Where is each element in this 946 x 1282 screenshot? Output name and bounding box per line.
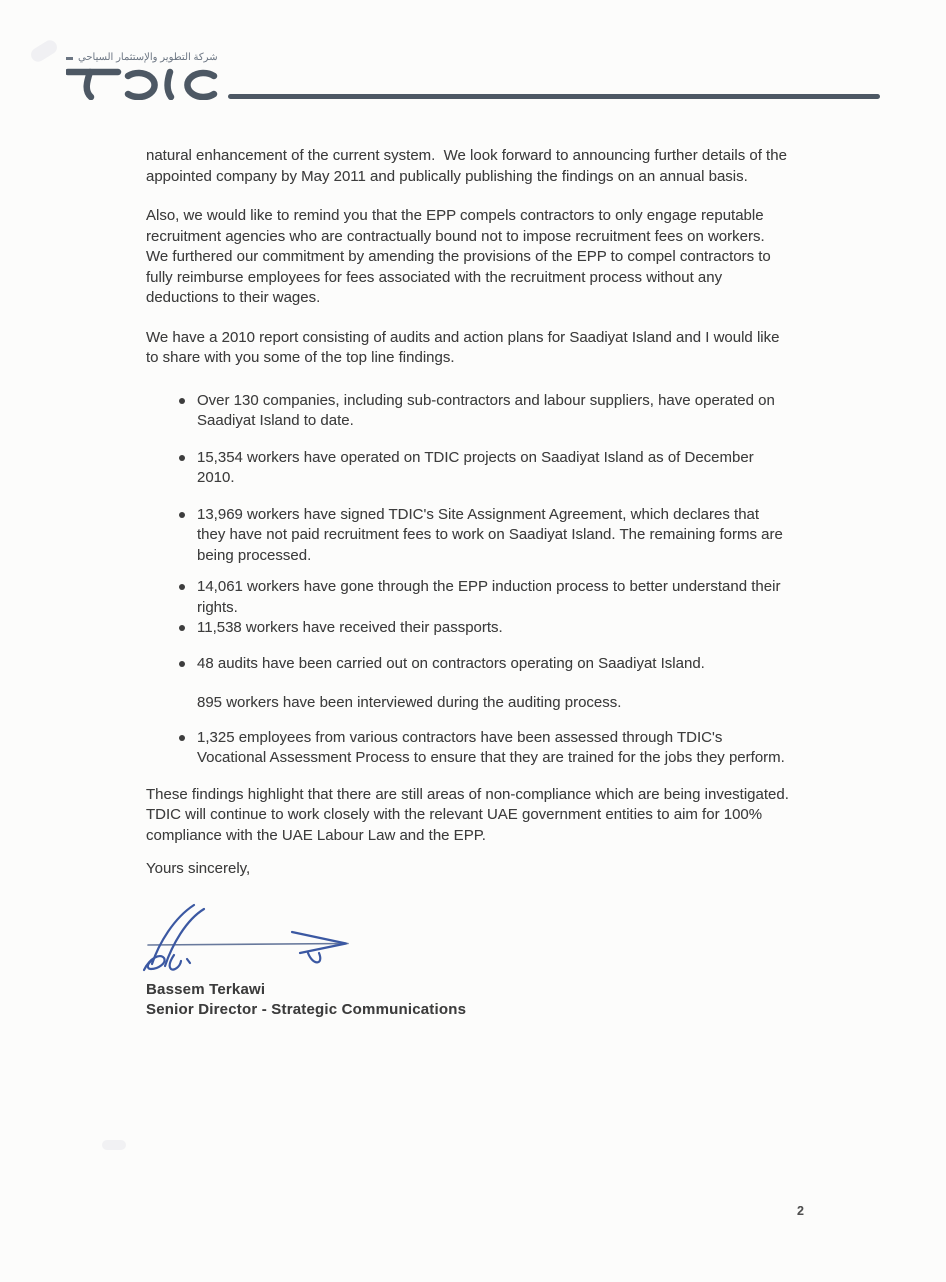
letterhead-rule [228, 94, 880, 99]
text-line: natural enhancement of the current system. We look forward to announcing further details of the [146, 147, 787, 164]
findings-list [146, 391, 826, 769]
signatory-name: Bassem Terkawi [146, 980, 266, 998]
list-item [146, 728, 826, 769]
bullet-dot-icon [179, 455, 185, 461]
signature-icon [140, 898, 370, 974]
text-line: Yours sincerely, [146, 860, 251, 877]
text-line: fully reimburse employees for fees associated with the recruitment process without any [146, 268, 723, 286]
text-line: being processed. [197, 546, 312, 564]
text-line: compliance with the UAE Labour Law and the EPP. [146, 826, 486, 844]
text-line: deductions to their wages. [146, 289, 321, 306]
bullet-dot-icon [179, 661, 185, 667]
text-line: 2010. [197, 469, 235, 486]
signatory-title: Senior Director - Strategic Communications [146, 1001, 467, 1018]
bullet-dot-icon [179, 398, 185, 404]
logo-mark-icon [66, 57, 73, 60]
bullet-dot-icon [179, 735, 185, 741]
text-line: appointed company by May 2011 and publically publishing the findings on an annual basis. [146, 167, 748, 185]
text-line: We have a 2010 report consisting of audits and action plans for Saadiyat Island and I would like [146, 328, 780, 346]
list-item-text [197, 693, 826, 714]
bullet-dot-icon [179, 512, 185, 518]
list-item-text [197, 577, 826, 618]
list-item-no-bullet [146, 693, 826, 714]
list-item-text [197, 618, 826, 639]
text-line: 48 audits have been carried out on contractors operating on Saadiyat Island. [197, 654, 705, 672]
paragraph [146, 328, 826, 369]
valediction [146, 859, 826, 880]
bullet-dot-icon [179, 625, 185, 631]
text-line: 11,538 workers have received their passports. [197, 619, 503, 636]
text-line: We furthered our commitment by amending the provisions of the EPP to compel contractors to [146, 248, 771, 265]
text-line: to share with you some of the top line findings. [146, 349, 455, 366]
list-item-text [197, 391, 826, 432]
letter-blocks [146, 146, 826, 880]
list-item [146, 505, 826, 567]
paragraph [146, 785, 826, 847]
text-line: 1,325 employees from various contractors have been assessed through TDIC's [197, 728, 723, 746]
text-line: Saadiyat Island to date. [197, 412, 354, 429]
bullet-dot-icon [179, 584, 185, 590]
list-item [146, 448, 826, 489]
list-item-text [197, 728, 826, 769]
signature-block [146, 980, 826, 1021]
text-line: recruitment agencies who are contractually bound not to impose recruitment fees on workers. [146, 227, 765, 245]
text-line: Over 130 companies, including sub-contractors and labour suppliers, have operated on [197, 391, 775, 409]
scan-artifact [28, 38, 59, 65]
tdic-logo [66, 52, 236, 100]
text-line: 14,061 workers have gone through the EPP induction process to better understand their [197, 578, 781, 595]
text-line: they have not paid recruitment fees to work on Saadiyat Island. The remaining forms are [197, 526, 783, 543]
text-line: 15,354 workers have operated on TDIC projects on Saadiyat Island as of December [197, 448, 754, 466]
list-item [146, 577, 826, 618]
tdic-logotype-icon [66, 66, 231, 100]
text-line: Vocational Assessment Process to ensure that they are trained for the jobs they perform. [197, 749, 785, 766]
letter-body [146, 146, 826, 1021]
text-line: Also, we would like to remind you that the EPP compels contractors to only engage reputable [146, 207, 764, 224]
text-line: These findings highlight that there are still areas of non-compliance which are being investigated. [146, 785, 789, 803]
page-number: 2 [797, 1204, 804, 1218]
list-item [146, 654, 826, 675]
list-item-text [197, 654, 826, 675]
scan-artifact [102, 1140, 126, 1150]
list-item [146, 391, 826, 432]
logo-arabic-text: شركة التطوير والإستثمار السياحي [78, 52, 218, 63]
logo-arabic-row [66, 52, 236, 64]
list-item [146, 618, 826, 639]
text-line: 895 workers have been interviewed during the auditing process. [197, 694, 622, 711]
text-line: rights. [197, 598, 238, 616]
paragraph [146, 146, 826, 187]
paragraph [146, 206, 826, 309]
text-line: 13,969 workers have signed TDIC's Site Assignment Agreement, which declares that [197, 505, 760, 523]
list-item-text [197, 448, 826, 489]
text-line: TDIC will continue to work closely with the relevant UAE government entities to aim for 100% [146, 806, 763, 823]
list-item-text [197, 505, 826, 567]
